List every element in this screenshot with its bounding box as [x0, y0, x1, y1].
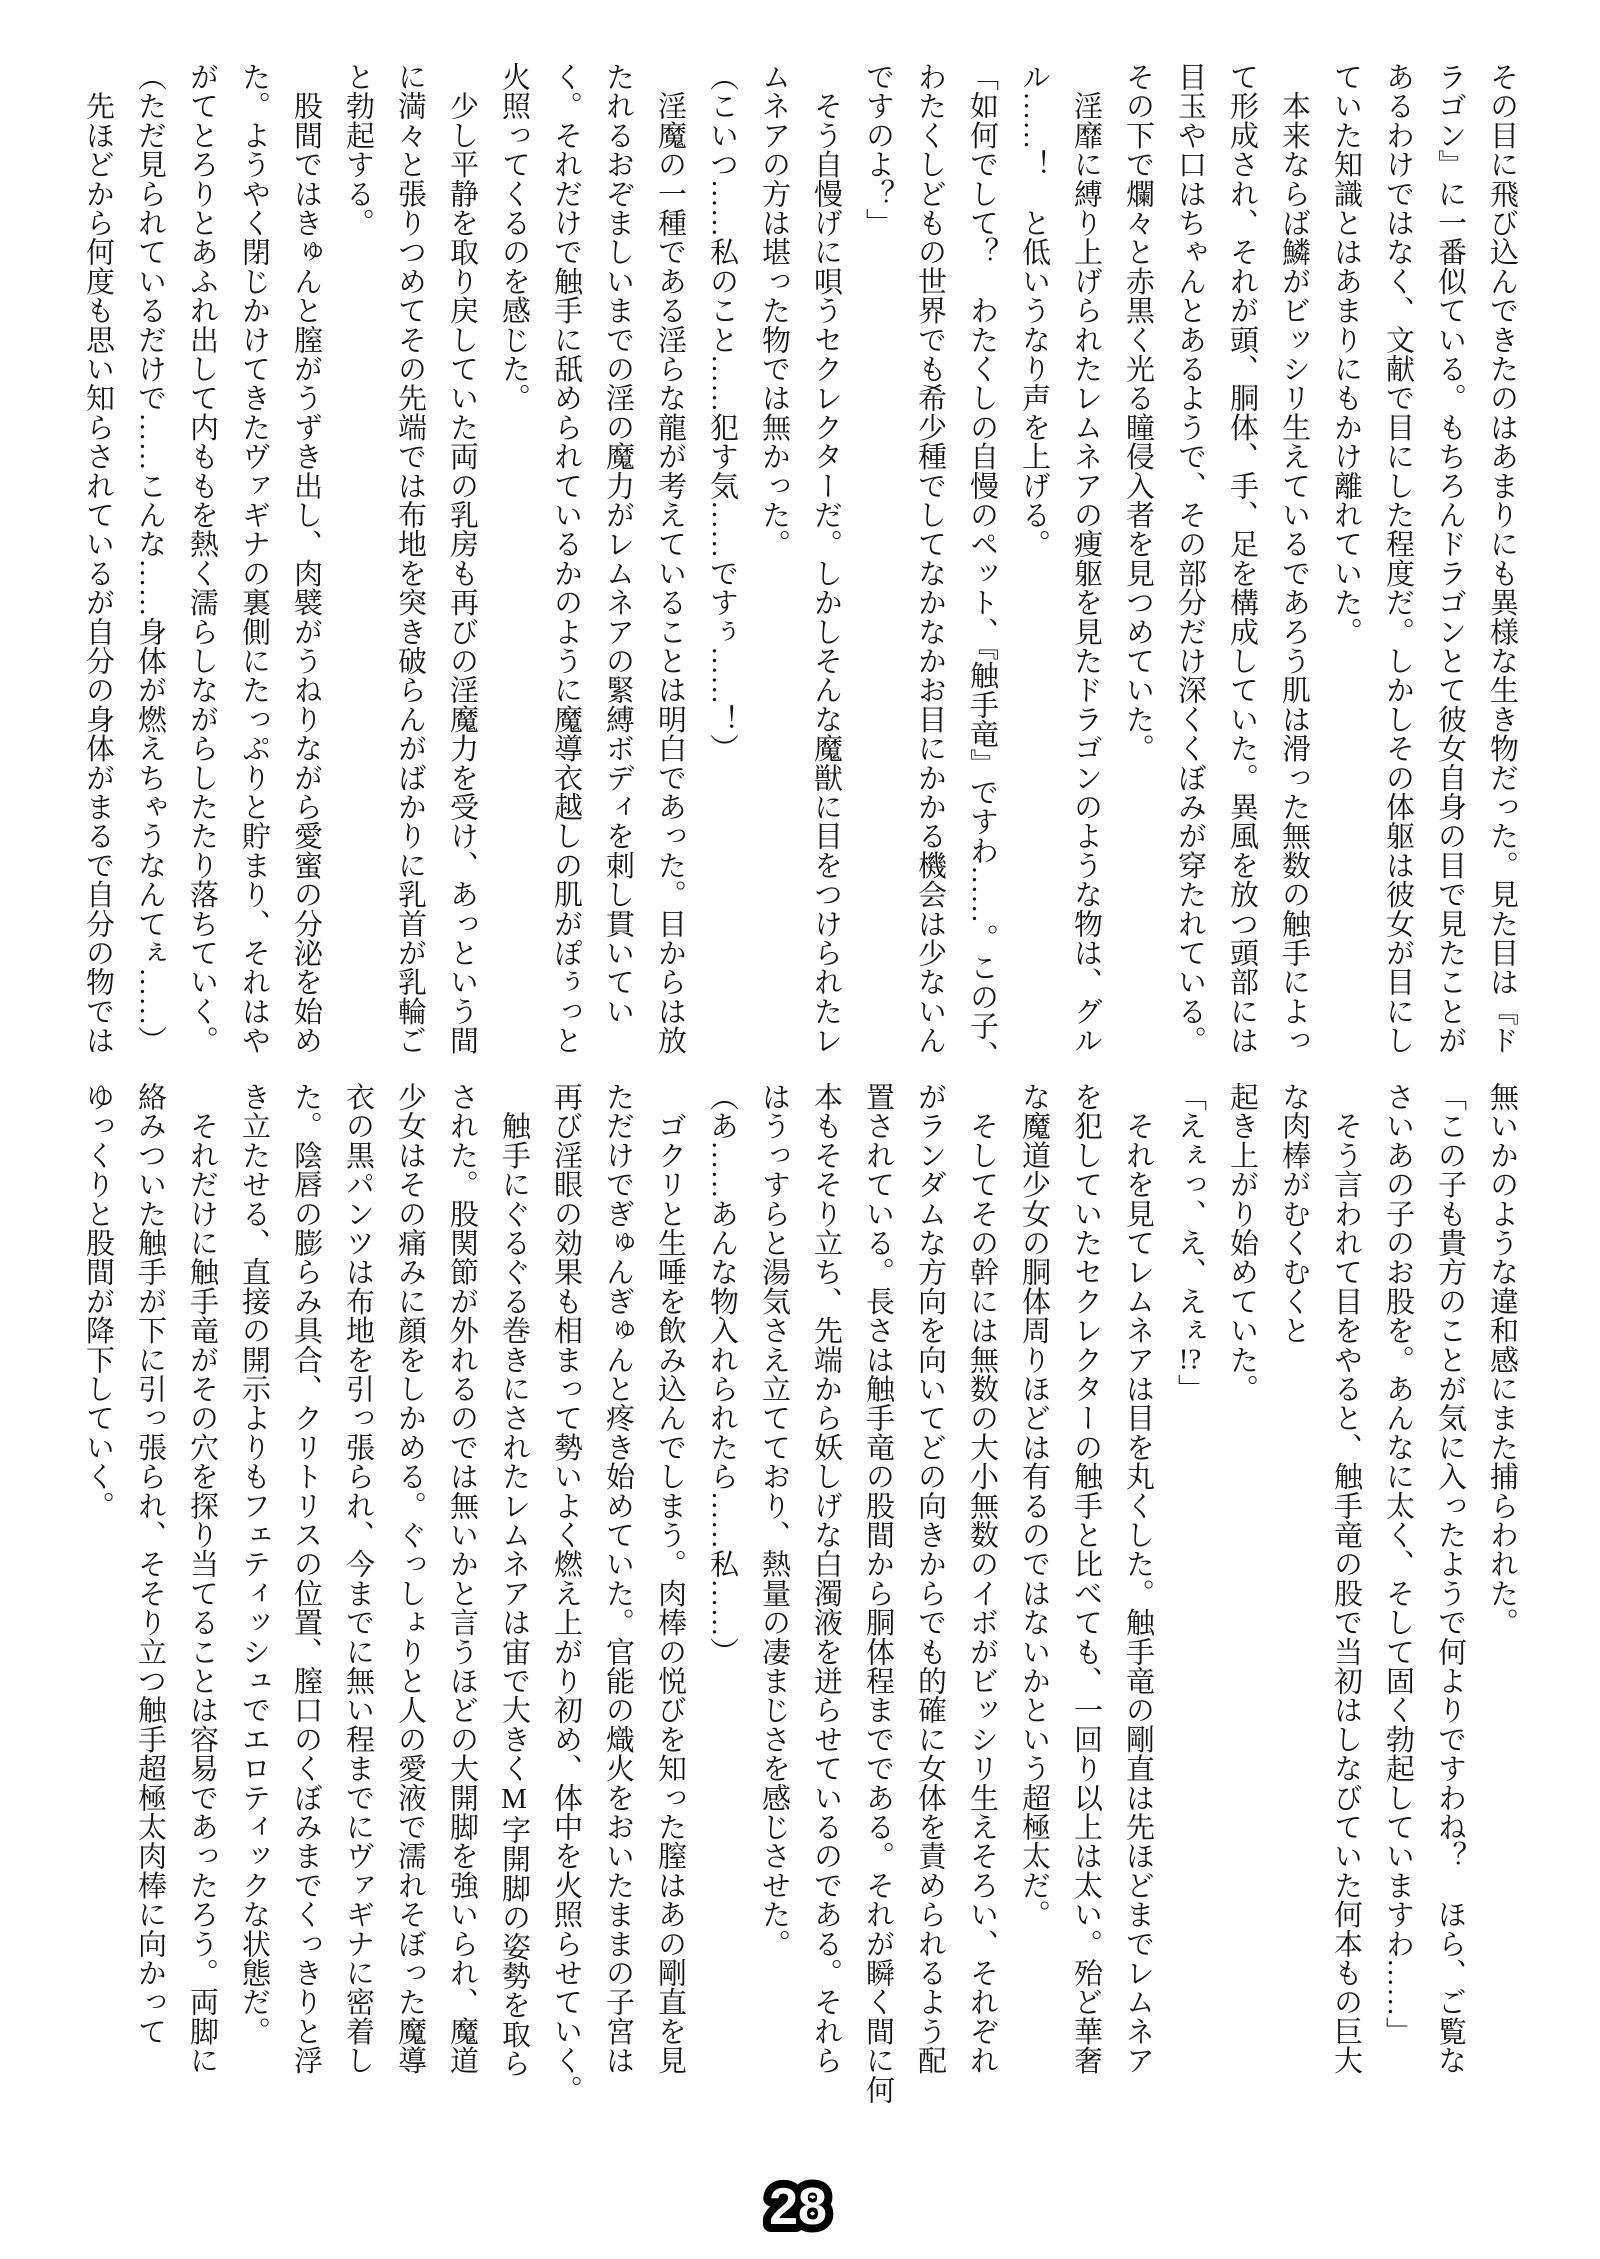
text-column: 再び淫眼の効果も相まって勢いよく燃え上がり初め、体中を火照らせていく。: [550, 1082, 582, 2104]
text-column: それを見てレムネアは目を丸くした。触手竜の剛直は先ほどまでレムネア: [1122, 1082, 1154, 2075]
text-column: ラゴン』に一番似ている。もちろんドラゴンとて彼女自身の目で見たことが: [1434, 62, 1466, 1055]
text-column: そう言われて目をやると、触手竜の股で当初はしなびていた何本もの巨大: [1330, 1082, 1362, 2075]
text-column: 「えぇっ、え、えぇ!?」: [1174, 1082, 1206, 1404]
text-column: 股間ではきゅんと膣がうずき出し、肉襞がうねりながら愛蜜の分泌を始め: [290, 62, 322, 1055]
text-column: と勃起する。: [342, 62, 374, 238]
text-column: （ただ見られているだけで……こんな……身体が燃えちゃうなんてぇ……）: [134, 62, 166, 1055]
text-column: に満々と張りつめてその先端では布地を突き破らんがばかりに乳首が乳輪ご: [394, 62, 426, 1055]
text-column: 絡みついた触手が下に引っ張られ、そそり立つ触手超極太肉棒に向かって: [134, 1082, 166, 2046]
text-column: たれるおぞましいまでの淫の魔力がレムネアの緊縛ボディを刺し貫いてい: [602, 62, 634, 1026]
text-block-top: [72, 62, 1528, 1078]
text-column: て形成され、それが頭、胴体、手、足を構成していた。異風を放つ頭部には: [1226, 62, 1258, 1055]
text-column: 火照ってくるのを感じた。: [498, 62, 530, 413]
text-column: く。それだけで触手に舐められているかのように魔導衣越しの肌がぽぅっと: [550, 62, 582, 1055]
text-column: 衣の黒パンツは布地を引っ張られ、今までに無い程までにヴァギナに密着し: [342, 1082, 374, 2075]
text-column: がランダムな方向を向いてどの向きからでも的確に女体を責められるよう配: [914, 1082, 946, 2075]
text-column: その目に飛び込んできたのはあまりにも異様な生き物だった。見た目は『ド: [1486, 62, 1518, 1055]
text-column: そう自慢げに唄うセクレクターだ。しかしそんな魔獣に目をつけられたレ: [810, 62, 842, 1055]
text-column: そしてその幹には無数の大小無数のイボがビッシリ生えそろい、それぞれ: [966, 1082, 998, 2075]
text-column: 無いかのような違和感にまた捕らわれた。: [1486, 1082, 1518, 1637]
text-column: 「如何でして？ わたくしの自慢のペット、『触手竜』ですわ……。この子、: [966, 62, 998, 1070]
text-column: な魔道少女の胴体周りほどは有るのではないかという超極太だ。: [1018, 1082, 1050, 1929]
text-column: 置されている。長さは触手竜の股間から胴体程までである。それが瞬く間に何: [862, 1082, 894, 2104]
upright-latin-text: M: [498, 1782, 530, 1816]
tatechuyoko-text: !?: [1178, 1344, 1202, 1374]
text-column: 触手にぐるぐる巻きにされたレムネアは宙で大きくM字開脚の姿勢を取ら: [498, 1082, 530, 2078]
text-column: た。ようやく閉じかけてきたヴァギナの裏側にたっぷりと貯まり、それはや: [238, 62, 270, 1055]
text-column: ゴクリと生唾を飲み込んでしまう。肉棒の悦びを知った膣はあの剛直を見: [654, 1082, 686, 2075]
text-column: な肉棒がむくむくと: [1278, 1082, 1310, 1345]
text-column: その下で爛々と赤黒く光る瞳侵入者を見つめていた。: [1122, 62, 1154, 763]
text-column: ですのよ？」: [862, 62, 894, 238]
text-column: 本来ならば鱗がビッシリ生えているであろう肌は滑った無数の触手によっ: [1278, 62, 1310, 1055]
text-column: さいあの子のお股を。あんなに太く、そして固く勃起していますわ……」: [1382, 1082, 1414, 2046]
text-column: がてとろりとあふれ出して内ももを熱く濡らしながらしたたり落ちていく。: [186, 62, 218, 1055]
page-number: [698, 2158, 898, 2254]
text-column: ムネアの方は堪った物では無かった。: [758, 62, 790, 559]
text-column: を犯していたセクレクターの触手と比べても、一回り以上は太い。殆ど華奢: [1070, 1082, 1102, 2075]
page-number-text: 28: [769, 2178, 827, 2236]
text-column: ただけでぎゅんぎゅんと疼き始めていた。官能の熾火をおいたままの子宮は: [602, 1082, 634, 2075]
text-column: た。陰唇の膨らみ具合、クリトリスの位置、膣口のくぼみまでくっきりと浮: [290, 1082, 322, 2075]
text-column: 淫魔の一種である淫らな龍が考えていることは明白であった。目からは放: [654, 62, 686, 1055]
text-column: はうっすらと湯気さえ立てており、熱量の凄まじさを感じさせた。: [758, 1082, 790, 1958]
text-column: 起き上がり始めていた。: [1226, 1082, 1258, 1404]
text-column: それだけに触手竜がその穴を探り当てることは容易であったろう。両脚に: [186, 1082, 218, 2075]
text-column: 少女はその痛みに顔をしかめる。ぐっしょりと人の愛液で濡れそぼった魔導: [394, 1082, 426, 2075]
text-column: された。股関節が外れるのでは無いかと言うほどの大開脚を強いられ、魔道: [446, 1082, 478, 2075]
text-block-bottom: [72, 1082, 1528, 2104]
text-column: 淫靡に縛り上げられたレムネアの痩躯を見たドラゴンのような物は、グル: [1070, 62, 1102, 1055]
text-column: （こいつ……私のこと……犯す気……ですぅ……！）: [706, 62, 738, 763]
text-column: き立たせる、直接の開示よりもフェティッシュでエロティックな状態だ。: [238, 1082, 270, 2046]
page-number-badge: [698, 2158, 898, 2254]
text-column: ゆっくりと股間が降下していく。: [82, 1082, 114, 1520]
text-column: ていた知識とはあまりにもかけ離れていた。: [1330, 62, 1362, 646]
text-column: 少し平静を取り戻していた両の乳房も再びの淫魔力を受け、あっという間: [446, 62, 478, 1055]
text-column: ル……！ と低いうなり声を上げる。: [1018, 62, 1050, 559]
text-column: 先ほどから何度も思い知らされているが自分の身体がまるで自分の物では: [82, 62, 114, 1055]
text-column: 目玉や口はちゃんとあるようで、その部分だけ深くくぼみが穿たれている。: [1174, 62, 1206, 1055]
text-column: （あ……あんな物入れられたら……私……）: [706, 1082, 738, 1666]
text-column: わたくしどもの世界でも希少種でしてなかなかお目にかかる機会は少ないん: [914, 62, 946, 1055]
text-column: 本もそそり立ち、先端から妖しげな白濁液を迸らせているのである。それら: [810, 1082, 842, 2075]
text-column: あるわけではなく、文献で目にした程度だ。しかしその体躯は彼女が目にし: [1382, 62, 1414, 1055]
text-column: 「この子も貴方のことが気に入ったようで何よりですわね？ ほら、ご覧な: [1434, 1082, 1466, 2075]
